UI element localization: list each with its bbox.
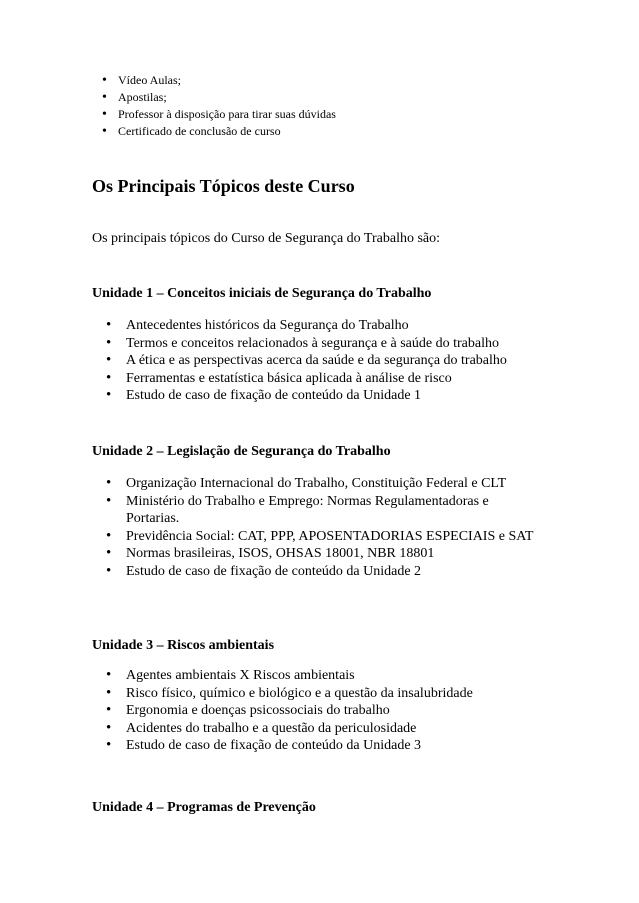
unit-4-title: Unidade 4 – Programas de Prevenção [92,800,316,815]
list-item: • Apostilas; [92,89,492,106]
list-item: • Professor à disposição para tirar suas dúvidas [92,106,492,123]
list-item: • Ergonomia e doenças psicossociais do trabalho [92,702,542,720]
unit-1-list [92,317,542,405]
list-item: • Estudo de caso de fixação de conteúdo da Unidade 2 [92,563,542,581]
list-item: • Organização Internacional do Trabalho, Constituição Federal e CLT [92,475,542,493]
unit-2-title: Unidade 2 – Legislação de Segurança do Trabalho [92,444,391,459]
unit-3-list [92,667,542,755]
unit-1-title: Unidade 1 – Conceitos iniciais de Segurança do Trabalho [92,286,432,301]
list-item: • Estudo de caso de fixação de conteúdo da Unidade 3 [92,737,542,755]
list-item: • Vídeo Aulas; [92,72,492,89]
list-item: • Termos e conceitos relacionados à segurança e à saúde do trabalho [92,335,542,353]
unit-2-list [92,475,542,580]
list-item: • A ética e as perspectivas acerca da saúde e da segurança do trabalho [92,352,542,370]
list-item: • Ferramentas e estatística básica aplicada à análise de risco [92,370,542,388]
list-item: • Acidentes do trabalho e a questão da periculosidade [92,720,542,738]
lead-paragraph: Os principais tópicos do Curso de Segurança do Trabalho são: [92,231,441,246]
list-item: • Previdência Social: CAT, PPP, APOSENTADORIAS ESPECIAIS e SAT [92,528,542,546]
list-item: • Risco físico, químico e biológico e a questão da insalubridade [92,685,542,703]
list-item: • Certificado de conclusão de curso [92,123,492,140]
list-item: • Normas brasileiras, ISOS, OHSAS 18001, NBR 18801 [92,545,542,563]
list-item: • Agentes ambientais X Riscos ambientais [92,667,542,685]
unit-3-title: Unidade 3 – Riscos ambientais [92,638,275,653]
intro-list [92,72,492,140]
list-item: • Estudo de caso de fixação de conteúdo da Unidade 1 [92,387,542,405]
section-heading: Os Principais Tópicos deste Curso [92,176,355,196]
list-item: • Ministério do Trabalho e Emprego: Normas Regulamentadoras e Portarias. [92,493,542,528]
list-item: • Antecedentes históricos da Segurança do Trabalho [92,317,542,335]
